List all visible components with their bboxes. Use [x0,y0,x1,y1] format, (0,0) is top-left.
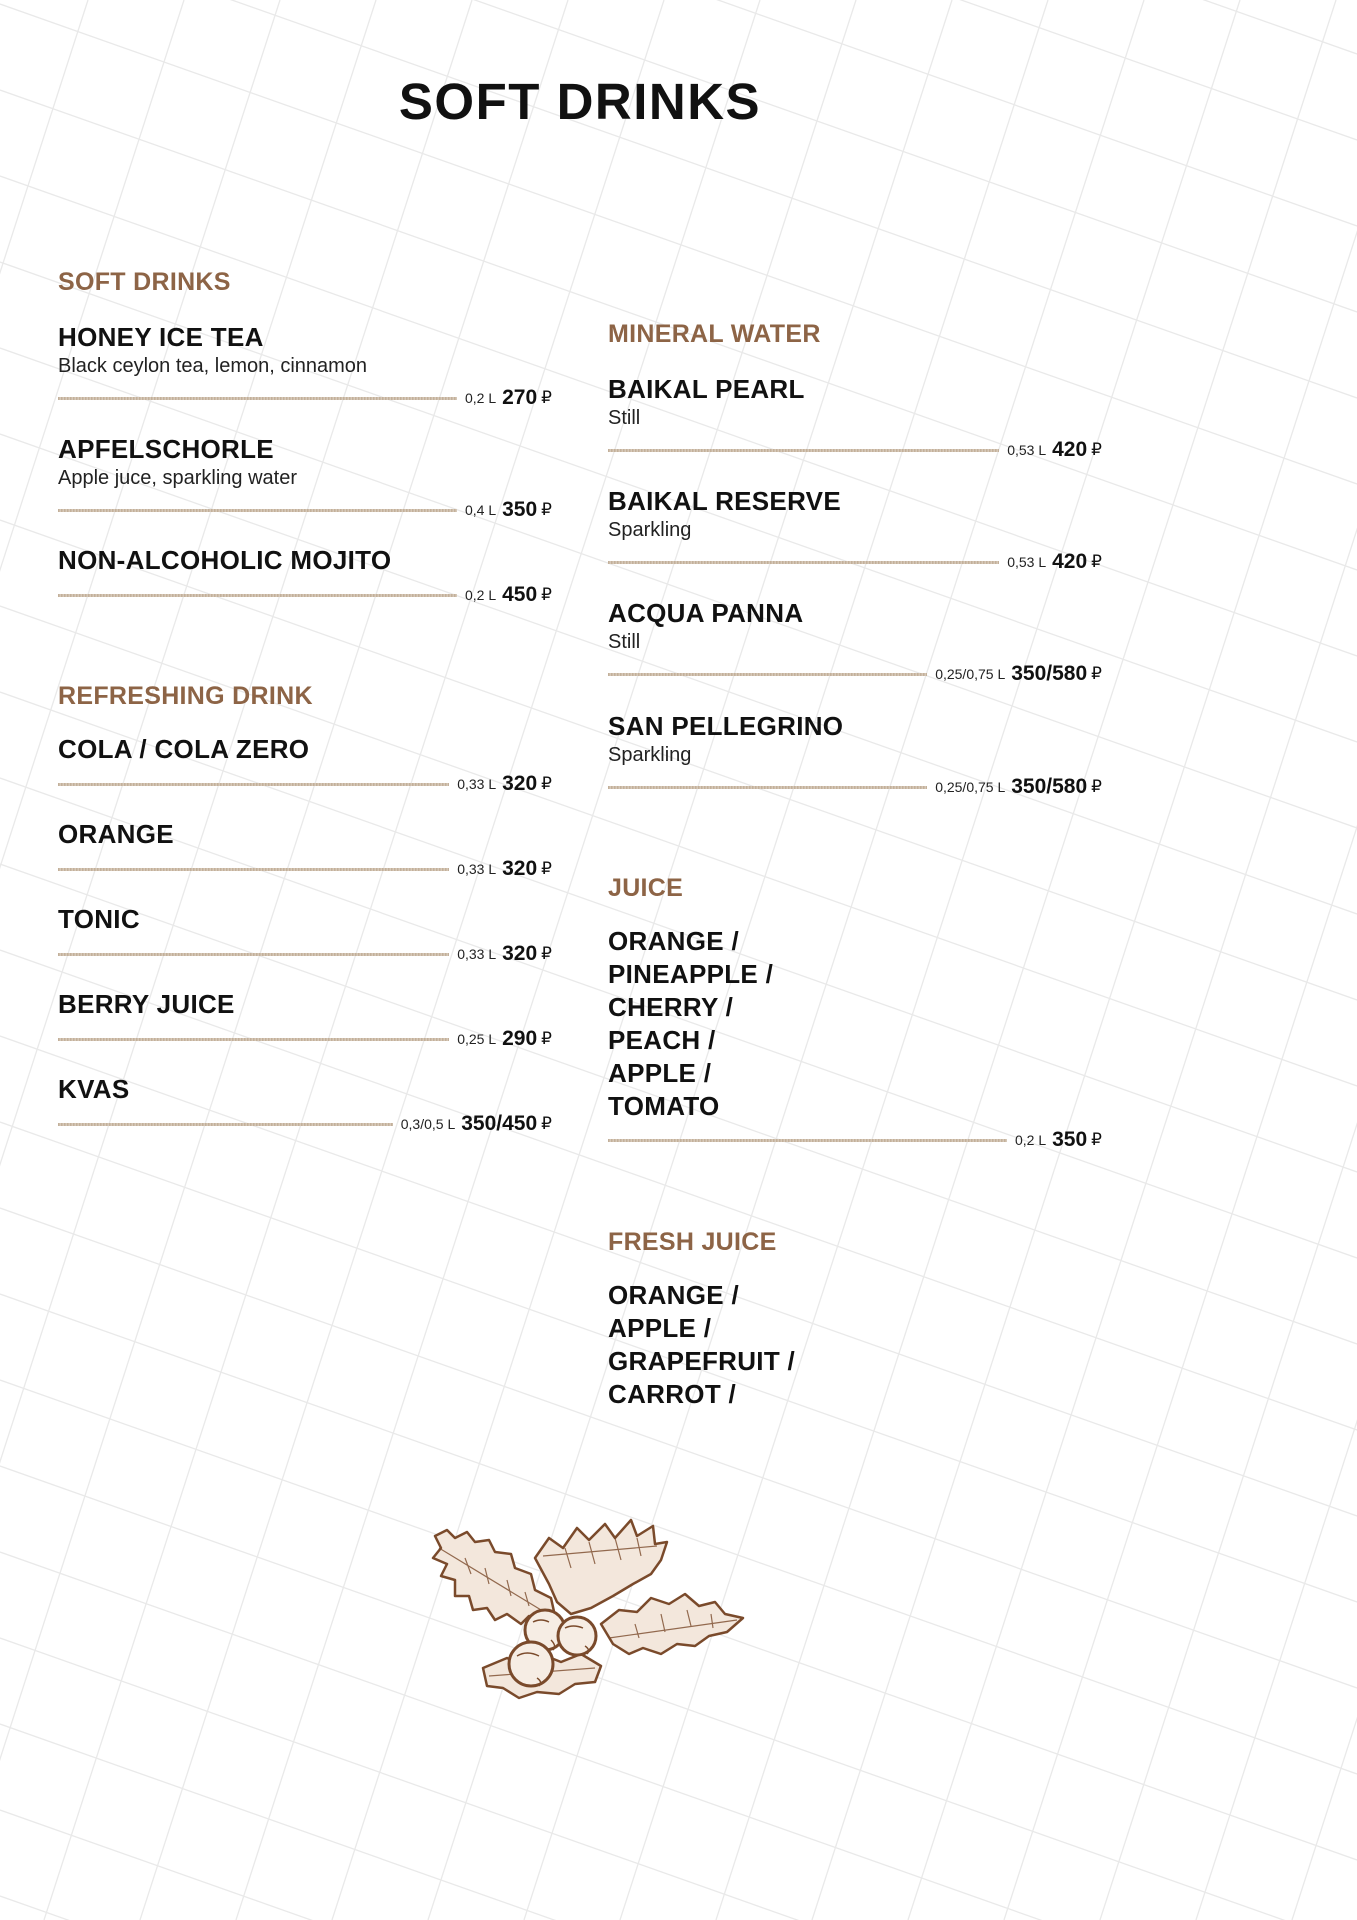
item-name: BAIKAL PEARL [608,374,805,404]
volume: 0,33 L [457,946,497,962]
volume: 0,4 L [464,502,497,518]
dotted-leader [58,868,449,871]
dotted-leader [58,594,457,597]
volume: 0,25 L [457,1031,497,1047]
price: 350/580 [1011,775,1088,798]
menu-item-non-alcoholic-mojito [58,545,552,575]
item-description: Still [608,631,641,653]
item-name: SAN PELLEGRINO [608,711,844,741]
juice-line: PINEAPPLE / [608,959,774,989]
juice-line: APPLE / [608,1058,712,1088]
grid-line [0,0,1357,312]
dotted-leader [58,509,457,512]
category-heading-fresh-juice: FRESH JUICE [608,1228,777,1256]
item-description: Still [608,407,641,429]
dotted-leader [58,1123,393,1126]
item-description: Sparkling [608,519,692,541]
holly-leaf-top [535,1520,667,1614]
juice-line: TOMATO [608,1091,720,1121]
ruble-icon: ₽ [541,774,552,793]
price: 450 [502,583,538,606]
holly-illustration-icon [425,1518,750,1708]
dotted-leader [58,1038,449,1041]
category-heading-soft-drinks: SOFT DRINKS [58,268,231,296]
ruble-icon: ₽ [541,500,552,519]
holly-leaf-left [433,1530,555,1624]
menu-item-san-pellegrino [608,711,1102,768]
menu-item-juice-list [608,926,1102,1121]
volume: 0,25/0,75 L [935,779,1006,795]
ruble-icon: ₽ [541,1114,552,1133]
volume: 0,2 L [464,587,497,603]
menu-item-baikal-pearl [608,374,1102,431]
dotted-leader [58,783,449,786]
berry [558,1617,596,1655]
ruble-icon: ₽ [541,585,552,604]
menu-item-baikal-reserve [608,486,1102,543]
menu-item-berry-juice [58,989,552,1019]
item-name: BAIKAL RESERVE [608,486,841,516]
price: 320 [502,772,538,795]
price: 350/450 [461,1112,538,1135]
dotted-leader [608,1139,1007,1142]
item-description: Sparkling [608,744,692,766]
ruble-icon: ₽ [1091,777,1102,796]
ruble-icon: ₽ [541,859,552,878]
price-row [58,941,552,967]
price-row [608,774,1102,800]
volume: 0,53 L [1007,442,1047,458]
volume: 0,2 L [1014,1132,1047,1148]
menu-item-honey-ice-tea [58,322,552,379]
menu-item-tonic [58,904,552,934]
fresh-juice-line: APPLE / [608,1313,712,1343]
item-name: COLA / COLA ZERO [58,734,310,764]
item-name: APFELSCHORLE [58,434,274,464]
volume: 0,2 L [464,390,497,406]
ruble-icon: ₽ [541,944,552,963]
item-name: TONIC [58,904,140,934]
menu-item-acqua-panna [608,598,1102,655]
price: 350/580 [1011,662,1088,685]
dotted-leader [58,397,457,400]
menu-item-kvas [58,1074,552,1104]
holly-leaf-right [601,1594,743,1654]
price-row [608,437,1102,463]
item-name: NON-ALCOHOLIC MOJITO [58,545,392,575]
volume: 0,33 L [457,861,497,877]
grid-line [1292,0,1357,1920]
juice-line: ORANGE / [608,926,739,956]
berry [509,1642,553,1686]
ruble-icon: ₽ [541,388,552,407]
juice-line: CHERRY / [608,992,734,1022]
fresh-juice-line: ORANGE / [608,1280,739,1310]
item-name: KVAS [58,1074,130,1104]
item-name: ACQUA PANNA [608,598,804,628]
grid-line [1100,0,1357,1920]
grid-line [0,0,1357,54]
price-row [58,582,552,608]
menu-item-orange [58,819,552,849]
volume: 0,53 L [1007,554,1047,570]
menu-item-cola [58,734,552,764]
item-description: Black ceylon tea, lemon, cinnamon [58,355,368,377]
dotted-leader [608,449,999,452]
dotted-leader [608,786,927,789]
price: 290 [502,1027,538,1050]
item-name: ORANGE [58,819,174,849]
juice-line: PEACH / [608,1025,716,1055]
fresh-juice-line: CARROT / [608,1379,737,1409]
category-heading-mineral-water: MINERAL WATER [608,320,821,348]
menu-item-fresh-juice-list [608,1280,1102,1409]
page-title: SOFT DRINKS [398,73,762,130]
price-row [58,856,552,882]
price: 350 [502,498,538,521]
volume: 0,25/0,75 L [935,666,1006,682]
ruble-icon: ₽ [1091,664,1102,683]
grid-line [0,1896,1357,1920]
price-row [58,385,552,411]
price: 420 [1052,438,1088,461]
category-heading-juice: JUICE [608,874,684,902]
price-row [608,661,1102,687]
price-row [58,771,552,797]
grid-line [1196,0,1357,1920]
grid-line [0,1810,1357,1920]
ruble-icon: ₽ [541,1029,552,1048]
item-name: HONEY ICE TEA [58,322,264,352]
item-description: Apple juce, sparkling water [58,467,298,489]
price: 420 [1052,550,1088,573]
dotted-leader [608,561,999,564]
price: 270 [502,386,538,409]
volume: 0,33 L [457,776,497,792]
dotted-leader [58,953,449,956]
menu-item-apfelschorle [58,434,552,491]
ruble-icon: ₽ [1091,552,1102,571]
category-heading-refreshing-drink: REFRESHING DRINK [58,682,313,710]
item-name: BERRY JUICE [58,989,235,1019]
price: 320 [502,942,538,965]
price-row [58,1111,552,1137]
price: 350 [1052,1128,1088,1151]
price-row [608,1127,1102,1153]
dotted-leader [608,673,927,676]
price: 320 [502,857,538,880]
ruble-icon: ₽ [1091,1130,1102,1149]
fresh-juice-line: GRAPEFRUIT / [608,1346,796,1376]
volume: 0,3/0,5 L [400,1116,456,1132]
ruble-icon: ₽ [1091,440,1102,459]
price-row [608,549,1102,575]
price-row [58,1026,552,1052]
price-row [58,497,552,523]
